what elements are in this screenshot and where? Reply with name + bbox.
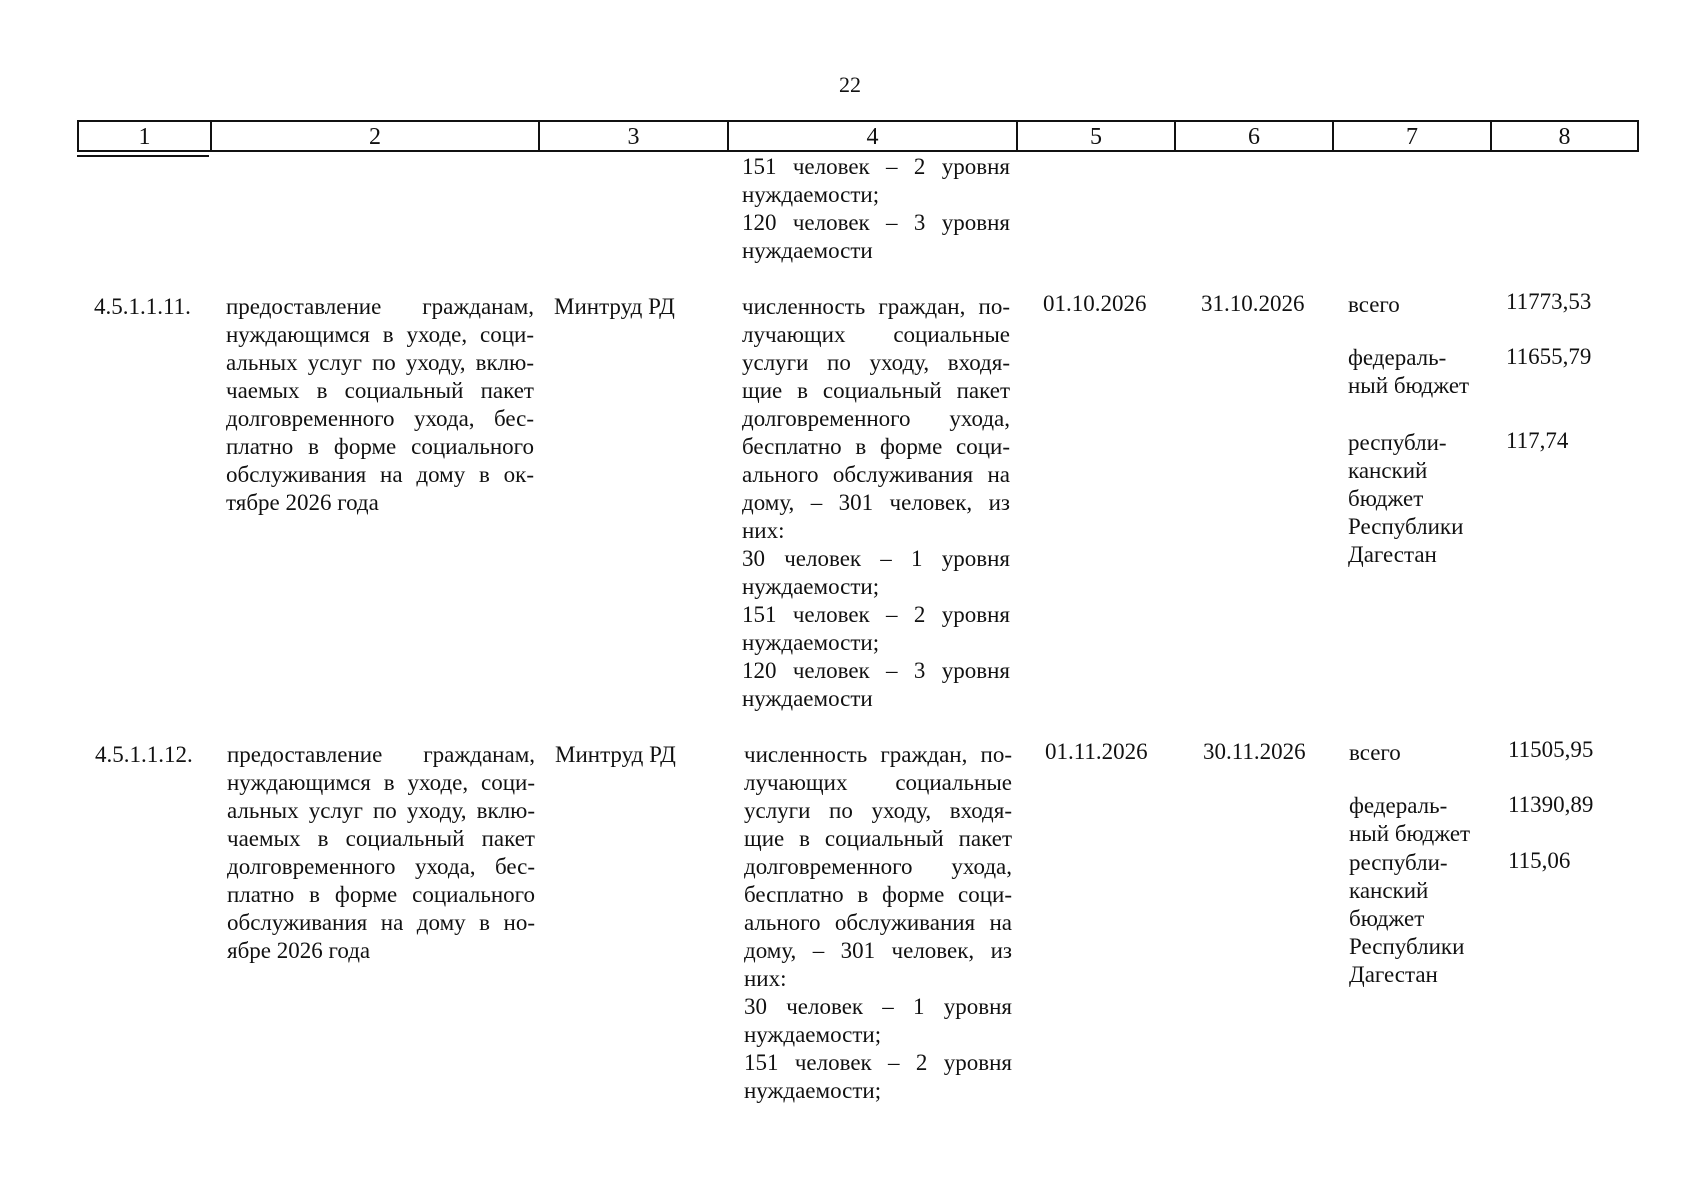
text-line: всего (1348, 292, 1400, 317)
text-line: дому, – 301 человек, из (744, 938, 1012, 963)
row-description (226, 293, 534, 517)
column-header-4: 4 (727, 120, 1018, 152)
row-code: 4.5.1.1.12. (95, 742, 193, 767)
row-executor: Минтруд РД (555, 742, 676, 767)
row-end-date: 30.11.2026 (1203, 739, 1306, 764)
text-line: обслуживания на дому в ок- (226, 462, 534, 487)
page-number: 22 (839, 72, 861, 97)
text-line: 120 человек – 3 уровня (742, 658, 1010, 683)
text-line: бесплатно в форме соци- (742, 434, 1010, 459)
funding-source-federal (1348, 344, 1469, 400)
text-line: тябре 2026 года (226, 490, 379, 515)
funding-amount-total: 11505,95 (1508, 737, 1594, 762)
text-line: нуждаемости; (742, 182, 880, 207)
text-line: них: (744, 966, 787, 991)
text-line: долговременного ухода, (742, 406, 1010, 431)
funding-amount-federal: 11390,89 (1508, 792, 1594, 817)
text-line: щие в социальный пакет (742, 378, 1010, 403)
text-line: щие в социальный пакет (744, 826, 1012, 851)
text-line: канский (1349, 878, 1429, 903)
row-end-date: 31.10.2026 (1201, 291, 1305, 316)
text-line: нуждающимся в уходе, соци- (227, 770, 535, 795)
text-line: численность граждан, по- (742, 294, 1010, 319)
text-line: Дагестан (1348, 542, 1437, 567)
text-line: платно в форме социального (227, 882, 535, 907)
funding-source-regional (1348, 429, 1463, 569)
column-header-8: 8 (1490, 120, 1639, 152)
funding-source-regional (1349, 849, 1464, 989)
table-body-rule (77, 155, 209, 157)
text-line: платно в форме социального (226, 434, 534, 459)
text-line: предоставление гражданам, (227, 742, 535, 767)
text-line: дому, – 301 человек, из (742, 490, 1010, 515)
text-line: нуждаемости; (742, 574, 880, 599)
text-line: предоставление гражданам, (226, 294, 534, 319)
text-line: бесплатно в форме соци- (744, 882, 1012, 907)
column-header-7: 7 (1332, 120, 1492, 152)
column-header-3: 3 (538, 120, 729, 152)
text-line: всего (1349, 740, 1401, 765)
text-line: услуги по уходу, входя- (742, 350, 1010, 375)
text-line: нуждаемости; (744, 1022, 882, 1047)
text-line: республи- (1349, 850, 1448, 875)
text-line: 30 человек – 1 уровня (742, 546, 1010, 571)
row-start-date: 01.11.2026 (1045, 739, 1148, 764)
funding-amount-federal: 11655,79 (1506, 344, 1592, 369)
text-line: долговременного ухода, бес- (226, 406, 534, 431)
text-line: лучающих социальные (744, 770, 1012, 795)
funding-source-total (1349, 739, 1401, 767)
text-line: ный бюджет (1348, 373, 1470, 398)
text-line: ябре 2026 года (227, 938, 371, 963)
text-line: обслуживания на дому в но- (227, 910, 535, 935)
row-start-date: 01.10.2026 (1043, 291, 1147, 316)
row-indicator (744, 741, 1012, 1105)
funding-amount-regional: 117,74 (1506, 428, 1569, 453)
text-line: Республики (1348, 514, 1464, 539)
row-description (227, 741, 535, 965)
text-line: нуждаемости (742, 686, 873, 711)
text-line: канский (1348, 458, 1428, 483)
text-line: 120 человек – 3 уровня (742, 210, 1010, 235)
text-line: чаемых в социальный пакет (226, 378, 534, 403)
text-line: нуждаемости; (744, 1078, 882, 1103)
text-line: 151 человек – 2 уровня (744, 1050, 1012, 1075)
funding-amount-total: 11773,53 (1506, 289, 1592, 314)
text-line: 151 человек – 2 уровня (742, 154, 1010, 179)
text-line: федераль- (1349, 793, 1448, 818)
row-indicator (742, 293, 1010, 713)
text-line: них: (742, 518, 785, 543)
column-header-5: 5 (1016, 120, 1176, 152)
text-line: услуги по уходу, входя- (744, 798, 1012, 823)
column-header-2: 2 (210, 120, 540, 152)
row-code: 4.5.1.1.11. (94, 294, 191, 319)
text-line: лучающих социальные (742, 322, 1010, 347)
text-line: ального обслуживания на (742, 462, 1010, 487)
text-line: ального обслуживания на (744, 910, 1012, 935)
text-line: Дагестан (1349, 962, 1438, 987)
text-line: Республики (1349, 934, 1465, 959)
text-line: численность граждан, по- (744, 742, 1012, 767)
text-line: нуждаемости; (742, 630, 880, 655)
row-executor: Минтруд РД (554, 294, 675, 319)
text-line: 30 человек – 1 уровня (744, 994, 1012, 1019)
column-header-1: 1 (77, 120, 212, 152)
text-line: нуждающимся в уходе, соци- (226, 322, 534, 347)
text-line: нуждаемости (742, 238, 873, 263)
continuation-indicator-text (742, 153, 1010, 265)
funding-source-federal (1349, 792, 1470, 848)
funding-amount-regional: 115,06 (1508, 848, 1571, 873)
text-line: 151 человек – 2 уровня (742, 602, 1010, 627)
table-header-row (77, 120, 1641, 154)
funding-source-total (1348, 291, 1400, 319)
column-header-6: 6 (1174, 120, 1334, 152)
text-line: чаемых в социальный пакет (227, 826, 535, 851)
text-line: долговременного ухода, бес- (227, 854, 535, 879)
text-line: альных услуг по уходу, вклю- (226, 350, 534, 375)
text-line: альных услуг по уходу, вклю- (227, 798, 535, 823)
text-line: республи- (1348, 430, 1447, 455)
text-line: бюджет (1349, 906, 1425, 931)
text-line: долговременного ухода, (744, 854, 1012, 879)
text-line: федераль- (1348, 345, 1447, 370)
text-line: ный бюджет (1349, 821, 1471, 846)
text-line: бюджет (1348, 486, 1424, 511)
